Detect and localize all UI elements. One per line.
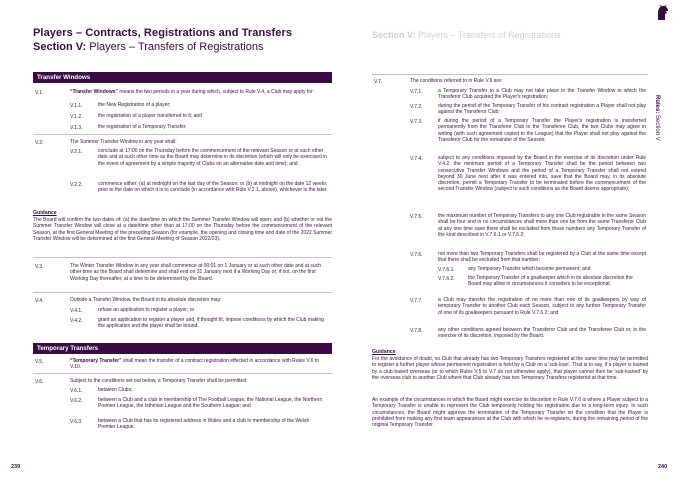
rule-text: grant an application to register a player and, if thought fit, impose conditions by which the Club making the application and the player shall be bound. [98, 317, 324, 330]
sidebar-rule-label: Rules: Section V [654, 95, 660, 141]
rule-number: V.4.1. [70, 308, 83, 314]
rule-number: V.2.2. [70, 182, 83, 188]
rule-text: between Clubs; [98, 387, 133, 393]
rule-text: between a Club that has its registered address in Wales and a club in membership of the Welsh Premier League. [98, 418, 310, 431]
rule-text: not more than two Temporary Transfers shall be registered by a Club at the same time except that there shall be excluded from that number: [438, 251, 646, 264]
rule-text: refuse an application to register a player; or [98, 307, 195, 313]
rule-number: V.6.3. [70, 419, 83, 425]
rule-v2-text: The Summer Transfer Window in any year shall: [70, 139, 177, 145]
rule-number: V.7.2. [410, 104, 423, 110]
guidance-text: For the avoidance of doubt, no Club that already has two Temporary Transfers registered at the same time may be permitted to register a further player whose permanent registration is held by a Club on a 'sub-loan'. That is to say, if a player is loaned by a club based overseas (or to which Rules V.5 to V.7 do not otherwise apply), that player cannot then be 'sub-loaned' by the overseas club to another Club where that Club already has two Temporary Transfers registered at that time. [372, 356, 648, 381]
rule-text: between a Club and a club in membership of The Football League, the National League, the Northern Premier League, the Isthmian League and the Southern League; and [98, 397, 323, 410]
rule-number: V.7.3. [410, 119, 423, 125]
rule-text: the registration of a Temporary Transfer. [98, 124, 187, 130]
rule-number: V.7.8. [410, 328, 423, 334]
rule-text: the maximum number of Temporary Transfers to any one Club registrable in the same Season shall be four and in no circumstances shall more than one be from the same Transferor Club at any one time save there shall be excluded from these numbers any Temporary Transfer of the kind described in V.7.6.1 or V.7.6.2; [438, 213, 646, 238]
rule-text: a Club may transfer the registration of no more than one of its goalkeepers by way of temporary Transfer to another Club each Season, subject to any further Temporary Transfer of one of its goalkeepers pursuant to Rule V.7.6.2; and [438, 297, 646, 316]
rule-v5-text: “Temporary Transfer” shall mean the transfer of a contract registration effected in accordance with Rules V.6 to V.10. [70, 358, 319, 371]
rule-text: the registration of a player transferred to it; and [98, 113, 202, 119]
section-heading: Section V: Players – Transfers of Registrations [33, 41, 264, 53]
rule-text: the New Registration of a player; [98, 102, 171, 108]
rule-number: V.2.1. [70, 149, 83, 155]
rule-v3-text: The Winter Transfer Window in any year shall commence at 00:01 on 1 January or at such other date and at such other time as the Board shall determine and shall end on 31 January next if a Working Day or, if not, on the first Working Day thereafter, at a time to be determined by the Board. [70, 263, 321, 282]
rule-number: V.7.7. [410, 298, 423, 304]
rule-v4-text: Outside a Transfer Window, the Board in its absolute discretion may: [70, 297, 222, 303]
divider [33, 257, 332, 258]
rule-number: V.7.1. [410, 89, 423, 95]
rule-text: a Temporary Transfer to a Club may not take place in the Transfer Window in which the Transferor Club acquired the Player's registration; [438, 88, 646, 101]
rule-text: conclude at 17:00 on the Thursday before the commencement of the relevant Season or at such other date and at such other time as the Board may determine in its discretion (which will only be exercised in the event of agreement by a simple majority of Clubs on an alternative date and time); and [98, 148, 328, 167]
rule-number: V.7.6.2. [438, 276, 455, 282]
premier-league-logo-icon [655, 4, 671, 22]
rule-number: V.1. [35, 90, 44, 96]
rule-number: V.4.2. [70, 318, 83, 324]
page-title: Players – Contracts, Registrations and Transfers [33, 27, 293, 39]
divider [33, 134, 332, 135]
divider [33, 292, 332, 293]
rule-number: V.3. [35, 264, 44, 270]
rule-number: V.7.6. [410, 252, 423, 258]
rule-v6-text: Subject to the conditions set out below, a Temporary Transfer shall be permitted: [70, 378, 248, 384]
rule-text: any other conditions agreed between the Transferor Club and the Transferee Club or, in the exercise of its discretion, imposed by the Board. [438, 327, 646, 340]
rule-text: during the period of the Temporary Transfer of his contract registration a Player shall not play against the Transferor Club; [438, 103, 646, 116]
divider [33, 373, 332, 374]
page-number-right: 240 [658, 464, 668, 470]
rule-number: V.6.1. [70, 388, 83, 394]
rule-text: commence either: (a) at midnight on the last day of the Season; or (b) at midnight on the date 12 weeks prior to the date on which it is to conclude (in accordance with Rule V.2.1, above), whichever is the later. [98, 181, 328, 194]
rule-number: V.6. [35, 379, 44, 385]
rule-number: V.1.2. [70, 114, 83, 120]
rule-number: V.7.4. [410, 156, 423, 162]
rule-v1-text: “Transfer Windows” means the two periods in a year during which, subject to Rule V.4, a Club may apply for: [70, 89, 315, 95]
rule-number: V.5. [35, 359, 44, 365]
rule-v7-text: The conditions referred to in Rule V.6 are: [410, 78, 503, 84]
rule-number: V.6.2. [70, 398, 83, 404]
temporary-transfers-heading: Temporary Transfers [33, 343, 332, 354]
rule-number: V.1.1. [70, 103, 83, 109]
guidance-text: An example of the circumstances in which the Board might exercise its discretion in Rule V.7.6 is where a Player subject to a Temporary Transfer is unable to represent the Club temporarily holding his registration due to a long-term injury. In such circumstances, the Board might approve the termination of the Temporary Transfer on the condition that the Player is prohibited from making any first team appearances at the Club with which he re-registers, during the remaining period of the original Temporary Transfer. [372, 397, 648, 429]
page-number-left: 239 [11, 464, 21, 470]
rule-number: V.4. [35, 298, 44, 304]
rule-number: V.7. [374, 79, 383, 85]
section-heading-faded: Section V: Players – Transfers of Registrations [372, 30, 561, 40]
guidance-heading: Guidance [33, 210, 57, 216]
guidance-heading: Guidance [372, 349, 396, 355]
divider [372, 74, 648, 75]
rule-number: V.2. [35, 140, 44, 146]
rule-text: subject to any conditions imposed by the Board in the exercise of its discretion under Rule V.4.2, the minimum period of a Temporary Transfer shall be the period between two consecutive Transfer Windows and the period of a Temporary Transfer shall not extend beyond 30 June next after it was entered into, save that the Board may, in its absolute discretion, permit a Temporary Transfer to be terminated before the commencement of the second Transfer Window (subject to such conditions as the Board deems appropriate); [438, 155, 646, 193]
guidance-text: The Board will confirm the two dates of: (a) the date/time on which the Summer Transfer Window will open; and (b) whether or not the Summer Transfer Window will close at a date/time other than at 17:00 on the Thursday before the commencement of the relevant Season, at the first General Meeting of the preceding Season (for example, the opening and closing time and date of the 2022 Summer Transfer Window will be determined at the first General Meeting of Season 2022/23). [33, 217, 332, 242]
rule-number: V.7.5. [410, 214, 423, 220]
transfer-windows-heading: Transfer Windows [33, 72, 332, 83]
rule-text: if during the period of a Temporary Transfer the Player's registration is transferred permanently from the Transferor Club to the Transferee Club, the two Clubs may agree in writing (with such agreement copied to the League) that the Player shall not play against the Transferor Club for the remainder of the Season; [438, 118, 646, 143]
rule-text: any Temporary Transfer which become permanent; and [468, 266, 591, 272]
rule-number: V.1.3. [70, 125, 83, 131]
rule-number: V.7.6.1. [438, 267, 455, 273]
rule-text: the Temporary Transfer of a goalkeeper which in its absolute discretion the Board may allow in circumstances it considers to be exceptional. [468, 275, 633, 288]
